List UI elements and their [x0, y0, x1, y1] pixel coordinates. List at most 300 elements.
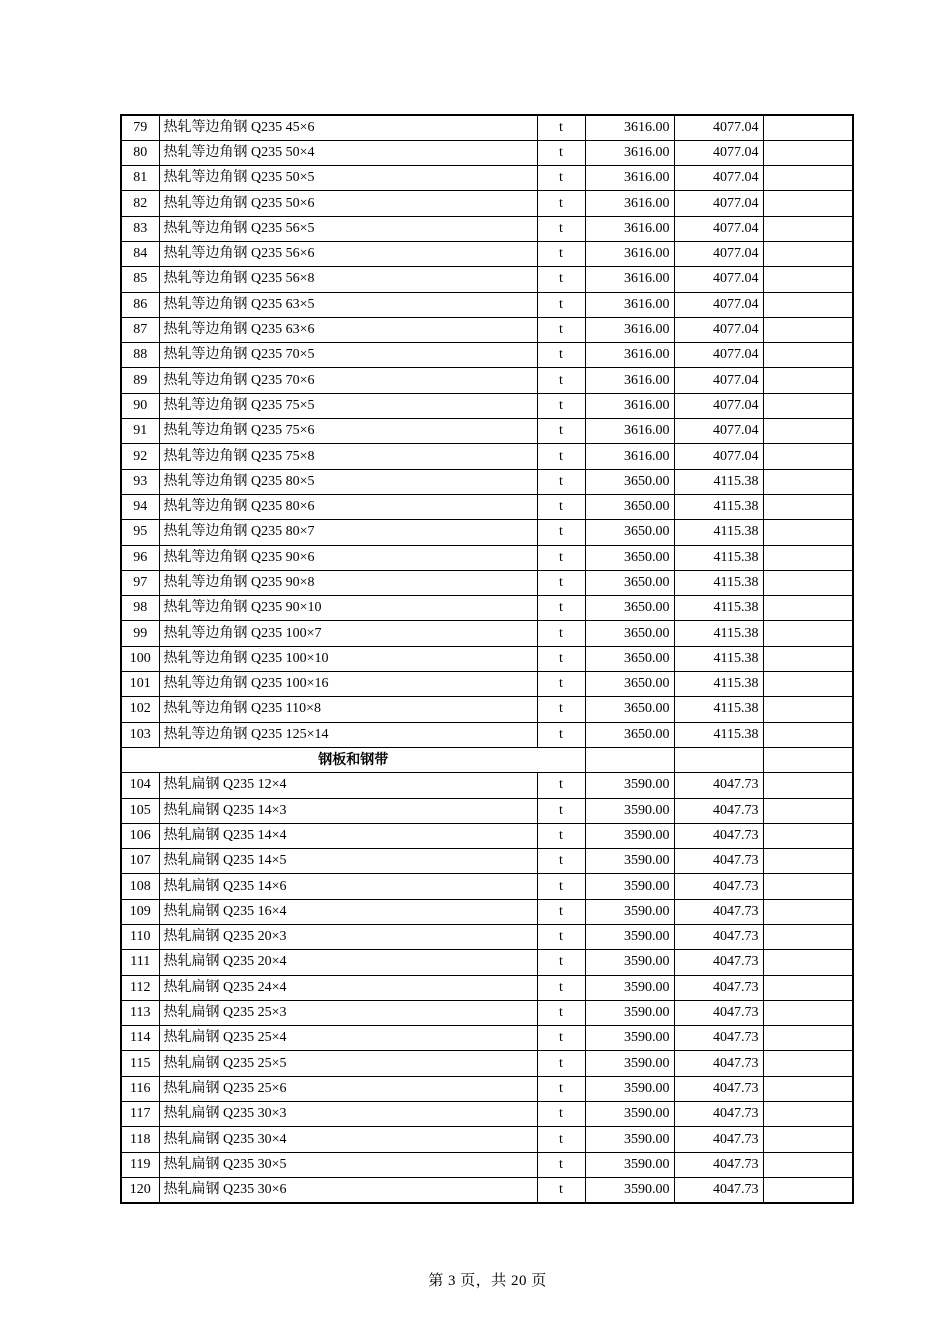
- price-excl-tax: 3616.00: [585, 191, 674, 216]
- remark: [763, 874, 853, 899]
- price-incl-tax: 4047.73: [674, 1026, 763, 1051]
- price-excl-tax: 3590.00: [585, 1152, 674, 1177]
- table-row: [121, 1102, 853, 1127]
- unit: t: [537, 697, 585, 722]
- price-excl-tax: 3650.00: [585, 545, 674, 570]
- unit: t: [537, 1000, 585, 1025]
- material-name: 热轧等边角钢 Q235 125×14: [159, 722, 537, 747]
- price-excl-tax: 3616.00: [585, 393, 674, 418]
- remark: [763, 368, 853, 393]
- price-excl-tax: 3590.00: [585, 1177, 674, 1202]
- material-name: 热轧扁钢 Q235 24×4: [159, 975, 537, 1000]
- row-number: 113: [121, 1000, 159, 1025]
- price-incl-tax: 4047.73: [674, 1152, 763, 1177]
- material-name: 热轧等边角钢 Q235 100×10: [159, 646, 537, 671]
- price-incl-tax: 4047.73: [674, 1127, 763, 1152]
- table-row: [121, 292, 853, 317]
- price-incl-tax: 4115.38: [674, 494, 763, 519]
- material-name: 热轧扁钢 Q235 30×5: [159, 1152, 537, 1177]
- material-name: 热轧扁钢 Q235 14×3: [159, 798, 537, 823]
- row-number: 92: [121, 444, 159, 469]
- row-number: 108: [121, 874, 159, 899]
- row-number: 106: [121, 823, 159, 848]
- table-row: [121, 1076, 853, 1101]
- table-row: [121, 419, 853, 444]
- price-incl-tax: 4047.73: [674, 950, 763, 975]
- row-number: 90: [121, 393, 159, 418]
- material-name: 热轧扁钢 Q235 25×5: [159, 1051, 537, 1076]
- row-number: 81: [121, 166, 159, 191]
- row-number: 86: [121, 292, 159, 317]
- table-row: [121, 267, 853, 292]
- price-excl-tax: 3650.00: [585, 621, 674, 646]
- price-excl-tax: 3650.00: [585, 494, 674, 519]
- price-incl-tax: 4077.04: [674, 317, 763, 342]
- table-row: [121, 343, 853, 368]
- remark: [763, 697, 853, 722]
- row-number: 103: [121, 722, 159, 747]
- material-name: 热轧等边角钢 Q235 80×7: [159, 520, 537, 545]
- table-row: [121, 823, 853, 848]
- price-incl-tax: 4047.73: [674, 823, 763, 848]
- material-name: 热轧等边角钢 Q235 50×6: [159, 191, 537, 216]
- price-excl-tax: 3616.00: [585, 419, 674, 444]
- table-row: [121, 1127, 853, 1152]
- price-incl-tax: 4077.04: [674, 444, 763, 469]
- unit: t: [537, 1026, 585, 1051]
- unit: t: [537, 899, 585, 924]
- remark: [763, 444, 853, 469]
- row-number: 102: [121, 697, 159, 722]
- remark: [763, 1102, 853, 1127]
- material-name: 热轧扁钢 Q235 12×4: [159, 773, 537, 798]
- remark: [763, 166, 853, 191]
- material-name: 热轧等边角钢 Q235 90×10: [159, 596, 537, 621]
- table-row: [121, 166, 853, 191]
- remark: [763, 621, 853, 646]
- row-number: 115: [121, 1051, 159, 1076]
- price-incl-tax: 4047.73: [674, 975, 763, 1000]
- unit: t: [537, 191, 585, 216]
- section-header-row: [121, 747, 853, 772]
- unit: t: [537, 1076, 585, 1101]
- unit: t: [537, 317, 585, 342]
- price-excl-tax: 3616.00: [585, 343, 674, 368]
- table-row: [121, 393, 853, 418]
- row-number: 88: [121, 343, 159, 368]
- row-number: 101: [121, 672, 159, 697]
- table-row: [121, 950, 853, 975]
- unit: t: [537, 975, 585, 1000]
- table-row: [121, 874, 853, 899]
- material-name: 热轧等边角钢 Q235 90×8: [159, 570, 537, 595]
- price-incl-tax: 4047.73: [674, 798, 763, 823]
- price-incl-tax: 4047.73: [674, 874, 763, 899]
- price-incl-tax: 4077.04: [674, 166, 763, 191]
- unit: t: [537, 849, 585, 874]
- unit: t: [537, 1051, 585, 1076]
- unit: t: [537, 140, 585, 165]
- remark: [763, 317, 853, 342]
- table-row: [121, 672, 853, 697]
- row-number: 116: [121, 1076, 159, 1101]
- price-excl-tax: 3590.00: [585, 1102, 674, 1127]
- price-incl-tax: 4047.73: [674, 849, 763, 874]
- price-incl-tax: 4047.73: [674, 899, 763, 924]
- price-excl-tax: 3650.00: [585, 672, 674, 697]
- price-incl-tax: 4115.38: [674, 469, 763, 494]
- row-number: 114: [121, 1026, 159, 1051]
- row-number: 93: [121, 469, 159, 494]
- price-incl-tax: 4077.04: [674, 368, 763, 393]
- row-number: 120: [121, 1177, 159, 1202]
- table-row: [121, 1177, 853, 1202]
- remark: [763, 899, 853, 924]
- remark: [763, 494, 853, 519]
- price-excl-tax: 3616.00: [585, 267, 674, 292]
- price-excl-tax: 3616.00: [585, 317, 674, 342]
- material-name: 热轧扁钢 Q235 20×3: [159, 925, 537, 950]
- price-excl-tax: 3650.00: [585, 570, 674, 595]
- unit: t: [537, 216, 585, 241]
- price-excl-tax: 3650.00: [585, 596, 674, 621]
- remark: [763, 1152, 853, 1177]
- row-number: 109: [121, 899, 159, 924]
- price-excl-tax: 3650.00: [585, 722, 674, 747]
- price-excl-tax: 3650.00: [585, 469, 674, 494]
- price-incl-tax: 4077.04: [674, 393, 763, 418]
- table-row: [121, 140, 853, 165]
- table-row: [121, 1152, 853, 1177]
- price-incl-tax: 4115.38: [674, 646, 763, 671]
- remark: [763, 343, 853, 368]
- price-incl-tax: 4077.04: [674, 419, 763, 444]
- table-row: [121, 494, 853, 519]
- page-number: 第 3 页，共 20 页: [428, 1273, 547, 1289]
- remark: [763, 1177, 853, 1202]
- unit: t: [537, 494, 585, 519]
- row-number: 95: [121, 520, 159, 545]
- remark: [763, 393, 853, 418]
- material-name: 热轧扁钢 Q235 20×4: [159, 950, 537, 975]
- material-name: 热轧等边角钢 Q235 110×8: [159, 697, 537, 722]
- material-name: 热轧等边角钢 Q235 56×5: [159, 216, 537, 241]
- material-name: 热轧等边角钢 Q235 45×6: [159, 115, 537, 140]
- material-name: 热轧等边角钢 Q235 80×6: [159, 494, 537, 519]
- table-row: [121, 241, 853, 266]
- unit: t: [537, 545, 585, 570]
- unit: t: [537, 1152, 585, 1177]
- price-excl-tax: 3590.00: [585, 925, 674, 950]
- price-incl-tax: 4115.38: [674, 596, 763, 621]
- remark: [763, 140, 853, 165]
- table-row: [121, 646, 853, 671]
- material-name: 热轧等边角钢 Q235 50×4: [159, 140, 537, 165]
- price-incl-tax: 4077.04: [674, 216, 763, 241]
- material-name: 热轧等边角钢 Q235 63×6: [159, 317, 537, 342]
- price-incl-tax: 4047.73: [674, 1000, 763, 1025]
- table-row: [121, 520, 853, 545]
- price-excl-tax: 3590.00: [585, 874, 674, 899]
- row-number: 104: [121, 773, 159, 798]
- remark: [763, 520, 853, 545]
- price-incl-tax: 4115.38: [674, 672, 763, 697]
- price-incl-tax: 4077.04: [674, 241, 763, 266]
- remark: [763, 925, 853, 950]
- unit: t: [537, 267, 585, 292]
- price-excl-tax: 3590.00: [585, 1076, 674, 1101]
- price-incl-tax: 4047.73: [674, 1177, 763, 1202]
- table-row: [121, 849, 853, 874]
- price-incl-tax: 4077.04: [674, 267, 763, 292]
- unit: t: [537, 672, 585, 697]
- material-name: 热轧等边角钢 Q235 75×8: [159, 444, 537, 469]
- unit: t: [537, 1127, 585, 1152]
- price-excl-tax: 3590.00: [585, 798, 674, 823]
- unit: t: [537, 1177, 585, 1202]
- material-name: 热轧扁钢 Q235 14×6: [159, 874, 537, 899]
- unit: t: [537, 241, 585, 266]
- unit: t: [537, 646, 585, 671]
- row-number: 97: [121, 570, 159, 595]
- unit: t: [537, 950, 585, 975]
- material-name: 热轧等边角钢 Q235 56×8: [159, 267, 537, 292]
- table-row: [121, 899, 853, 924]
- material-name: 热轧扁钢 Q235 30×4: [159, 1127, 537, 1152]
- material-name: 热轧等边角钢 Q235 63×5: [159, 292, 537, 317]
- row-number: 110: [121, 925, 159, 950]
- material-name: 热轧等边角钢 Q235 100×7: [159, 621, 537, 646]
- row-number: 80: [121, 140, 159, 165]
- remark: [763, 798, 853, 823]
- table-row: [121, 1026, 853, 1051]
- price-excl-tax: 3590.00: [585, 773, 674, 798]
- material-name: 热轧扁钢 Q235 16×4: [159, 899, 537, 924]
- price-excl-tax: 3590.00: [585, 823, 674, 848]
- table-row: [121, 469, 853, 494]
- row-number: 79: [121, 115, 159, 140]
- unit: t: [537, 823, 585, 848]
- material-name: 热轧等边角钢 Q235 75×6: [159, 419, 537, 444]
- price-incl-tax: 4047.73: [674, 925, 763, 950]
- row-number: 84: [121, 241, 159, 266]
- row-number: 98: [121, 596, 159, 621]
- table-row: [121, 216, 853, 241]
- price-excl-tax: 3650.00: [585, 520, 674, 545]
- remark: [763, 570, 853, 595]
- price-excl-tax: 3590.00: [585, 899, 674, 924]
- remark: [763, 292, 853, 317]
- material-name: 热轧扁钢 Q235 25×3: [159, 1000, 537, 1025]
- price-excl-tax: 3590.00: [585, 950, 674, 975]
- price-incl-tax: 4115.38: [674, 621, 763, 646]
- unit: t: [537, 469, 585, 494]
- unit: t: [537, 368, 585, 393]
- price-excl-tax: 3616.00: [585, 115, 674, 140]
- unit: t: [537, 166, 585, 191]
- unit: t: [537, 570, 585, 595]
- price-excl-tax: 3590.00: [585, 1026, 674, 1051]
- table-row: [121, 722, 853, 747]
- table-body: [121, 115, 853, 1203]
- price-excl-tax: 3616.00: [585, 292, 674, 317]
- row-number: 117: [121, 1102, 159, 1127]
- price-excl-tax: 3590.00: [585, 975, 674, 1000]
- remark: [763, 950, 853, 975]
- table-row: [121, 596, 853, 621]
- table-row: [121, 1000, 853, 1025]
- price-excl-tax: 3616.00: [585, 166, 674, 191]
- price-incl-tax: 4115.38: [674, 697, 763, 722]
- unit: t: [537, 621, 585, 646]
- material-name: 热轧等边角钢 Q235 80×5: [159, 469, 537, 494]
- remark: [763, 469, 853, 494]
- table-row: [121, 773, 853, 798]
- material-name: 热轧等边角钢 Q235 100×16: [159, 672, 537, 697]
- unit: t: [537, 520, 585, 545]
- row-number: 82: [121, 191, 159, 216]
- row-number: 87: [121, 317, 159, 342]
- table-row: [121, 570, 853, 595]
- price-excl-tax: 3590.00: [585, 849, 674, 874]
- material-name: 热轧等边角钢 Q235 75×5: [159, 393, 537, 418]
- row-number: 91: [121, 419, 159, 444]
- price-excl-tax: 3616.00: [585, 444, 674, 469]
- remark: [763, 1000, 853, 1025]
- row-number: 105: [121, 798, 159, 823]
- remark: [763, 241, 853, 266]
- row-number: 112: [121, 975, 159, 1000]
- material-name: 热轧扁钢 Q235 25×6: [159, 1076, 537, 1101]
- table-row: [121, 368, 853, 393]
- unit: t: [537, 115, 585, 140]
- row-number: 83: [121, 216, 159, 241]
- remark: [763, 722, 853, 747]
- table-row: [121, 621, 853, 646]
- material-name: 热轧扁钢 Q235 14×4: [159, 823, 537, 848]
- unit: t: [537, 1102, 585, 1127]
- remark: [763, 1127, 853, 1152]
- table-row: [121, 191, 853, 216]
- section-title: 钢板和钢带: [121, 747, 585, 772]
- section-empty-cell: [674, 747, 763, 772]
- price-incl-tax: 4047.73: [674, 773, 763, 798]
- remark: [763, 596, 853, 621]
- price-incl-tax: 4047.73: [674, 1076, 763, 1101]
- material-name: 热轧等边角钢 Q235 56×6: [159, 241, 537, 266]
- unit: t: [537, 722, 585, 747]
- remark: [763, 1076, 853, 1101]
- remark: [763, 191, 853, 216]
- material-name: 热轧扁钢 Q235 30×6: [159, 1177, 537, 1202]
- material-name: 热轧等边角钢 Q235 70×6: [159, 368, 537, 393]
- unit: t: [537, 292, 585, 317]
- remark: [763, 823, 853, 848]
- remark: [763, 267, 853, 292]
- unit: t: [537, 393, 585, 418]
- material-name: 热轧扁钢 Q235 14×5: [159, 849, 537, 874]
- price-incl-tax: 4077.04: [674, 191, 763, 216]
- unit: t: [537, 925, 585, 950]
- remark: [763, 975, 853, 1000]
- price-excl-tax: 3590.00: [585, 1127, 674, 1152]
- material-name: 热轧等边角钢 Q235 70×5: [159, 343, 537, 368]
- remark: [763, 419, 853, 444]
- material-name: 热轧扁钢 Q235 30×3: [159, 1102, 537, 1127]
- table-row: [121, 444, 853, 469]
- row-number: 99: [121, 621, 159, 646]
- remark: [763, 773, 853, 798]
- remark: [763, 646, 853, 671]
- unit: t: [537, 874, 585, 899]
- table-row: [121, 317, 853, 342]
- unit: t: [537, 798, 585, 823]
- row-number: 85: [121, 267, 159, 292]
- price-incl-tax: 4115.38: [674, 545, 763, 570]
- material-name: 热轧等边角钢 Q235 50×5: [159, 166, 537, 191]
- price-incl-tax: 4047.73: [674, 1051, 763, 1076]
- remark: [763, 115, 853, 140]
- material-name: 热轧等边角钢 Q235 90×6: [159, 545, 537, 570]
- price-excl-tax: 3616.00: [585, 140, 674, 165]
- section-empty-cell: [585, 747, 674, 772]
- price-incl-tax: 4077.04: [674, 115, 763, 140]
- row-number: 96: [121, 545, 159, 570]
- row-number: 89: [121, 368, 159, 393]
- row-number: 111: [121, 950, 159, 975]
- unit: t: [537, 343, 585, 368]
- remark: [763, 216, 853, 241]
- section-empty-cell: [763, 747, 853, 772]
- table-row: [121, 1051, 853, 1076]
- price-incl-tax: 4115.38: [674, 520, 763, 545]
- price-excl-tax: 3616.00: [585, 241, 674, 266]
- price-excl-tax: 3650.00: [585, 697, 674, 722]
- table-row: [121, 975, 853, 1000]
- row-number: 100: [121, 646, 159, 671]
- row-number: 119: [121, 1152, 159, 1177]
- unit: t: [537, 444, 585, 469]
- table-row: [121, 545, 853, 570]
- price-incl-tax: 4047.73: [674, 1102, 763, 1127]
- remark: [763, 1026, 853, 1051]
- row-number: 118: [121, 1127, 159, 1152]
- price-incl-tax: 4077.04: [674, 292, 763, 317]
- price-excl-tax: 3616.00: [585, 216, 674, 241]
- row-number: 107: [121, 849, 159, 874]
- remark: [763, 1051, 853, 1076]
- unit: t: [537, 596, 585, 621]
- price-excl-tax: 3590.00: [585, 1051, 674, 1076]
- remark: [763, 672, 853, 697]
- table-row: [121, 115, 853, 140]
- price-incl-tax: 4115.38: [674, 722, 763, 747]
- remark: [763, 849, 853, 874]
- row-number: 94: [121, 494, 159, 519]
- price-incl-tax: 4077.04: [674, 343, 763, 368]
- remark: [763, 545, 853, 570]
- price-table: [120, 114, 854, 1204]
- price-excl-tax: 3650.00: [585, 646, 674, 671]
- price-incl-tax: 4115.38: [674, 570, 763, 595]
- table-row: [121, 925, 853, 950]
- price-incl-tax: 4077.04: [674, 140, 763, 165]
- price-excl-tax: 3616.00: [585, 368, 674, 393]
- table-row: [121, 798, 853, 823]
- unit: t: [537, 773, 585, 798]
- material-name: 热轧扁钢 Q235 25×4: [159, 1026, 537, 1051]
- table-row: [121, 697, 853, 722]
